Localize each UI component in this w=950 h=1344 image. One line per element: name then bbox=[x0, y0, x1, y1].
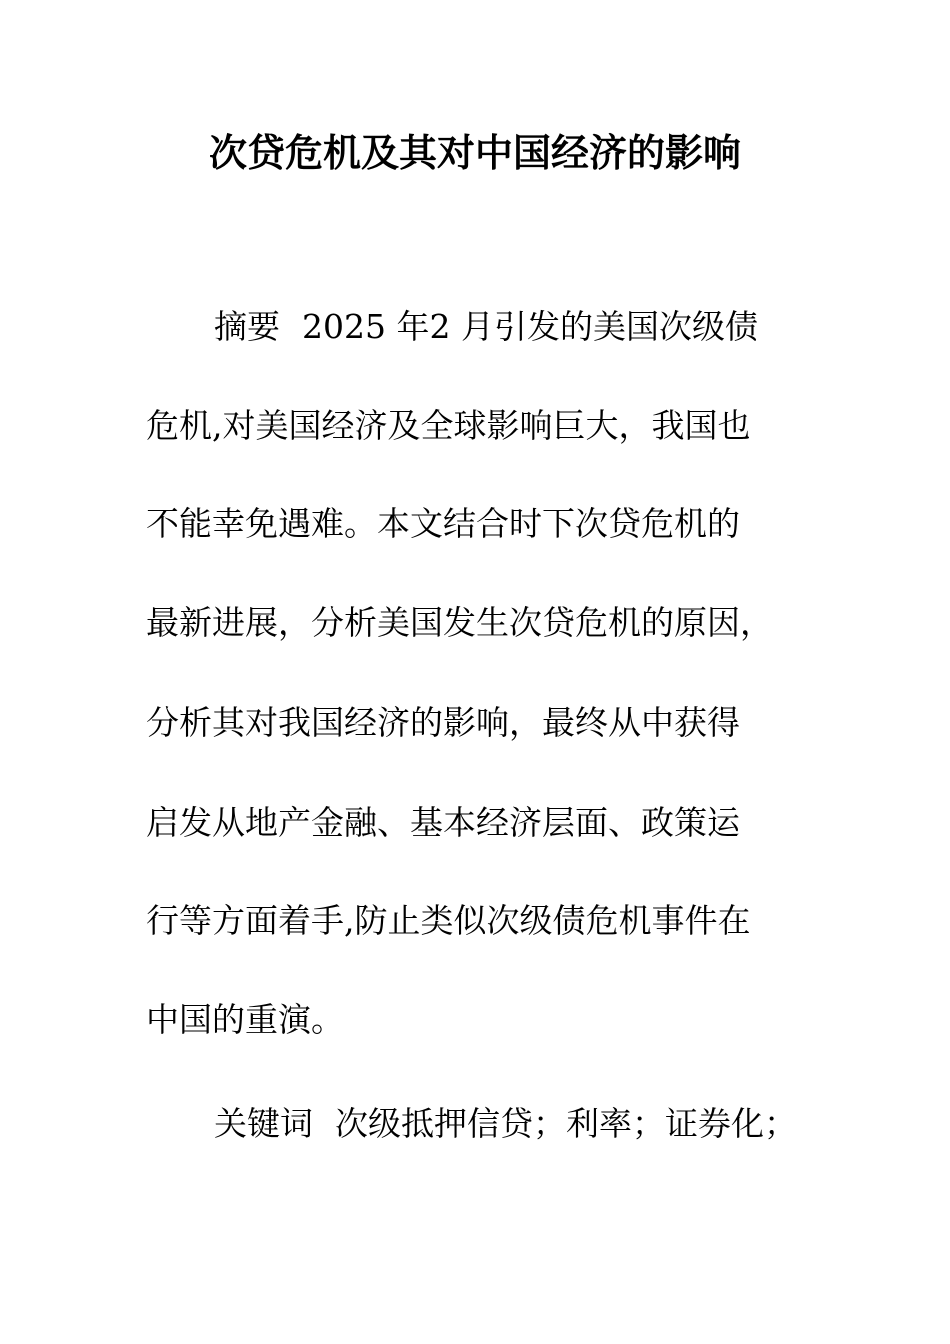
keywords-line bbox=[214, 1101, 797, 1147]
abstract-line-1: 2025 年2 月引发的美国次级债 bbox=[302, 307, 758, 346]
abstract-line-8: 中国的重演。 bbox=[146, 1000, 344, 1039]
abstract-label: 摘要 bbox=[214, 307, 280, 346]
abstract-line-4: 最新进展，分析美国发生次贷危机的原因， bbox=[146, 603, 773, 642]
abstract-line-2: 危机,对美国经济及全球影响巨大，我国也 bbox=[146, 406, 751, 445]
abstract-first-line bbox=[214, 304, 758, 350]
keywords-label: 关键词 bbox=[214, 1104, 313, 1143]
document-title: 次贷危机及其对中国经济的影响 bbox=[208, 131, 741, 175]
keywords-text: 次级抵押信贷；利率；证券化； bbox=[335, 1104, 797, 1143]
abstract-line-7: 行等方面着手,防止类似次级债危机事件在 bbox=[146, 901, 751, 940]
abstract-line-3: 不能幸免遇难。本文结合时下次贷危机的 bbox=[146, 504, 740, 543]
abstract-line-5: 分析其对我国经济的影响，最终从中获得 bbox=[146, 703, 740, 742]
abstract-line-6: 启发从地产金融、基本经济层面、政策运 bbox=[146, 803, 740, 842]
